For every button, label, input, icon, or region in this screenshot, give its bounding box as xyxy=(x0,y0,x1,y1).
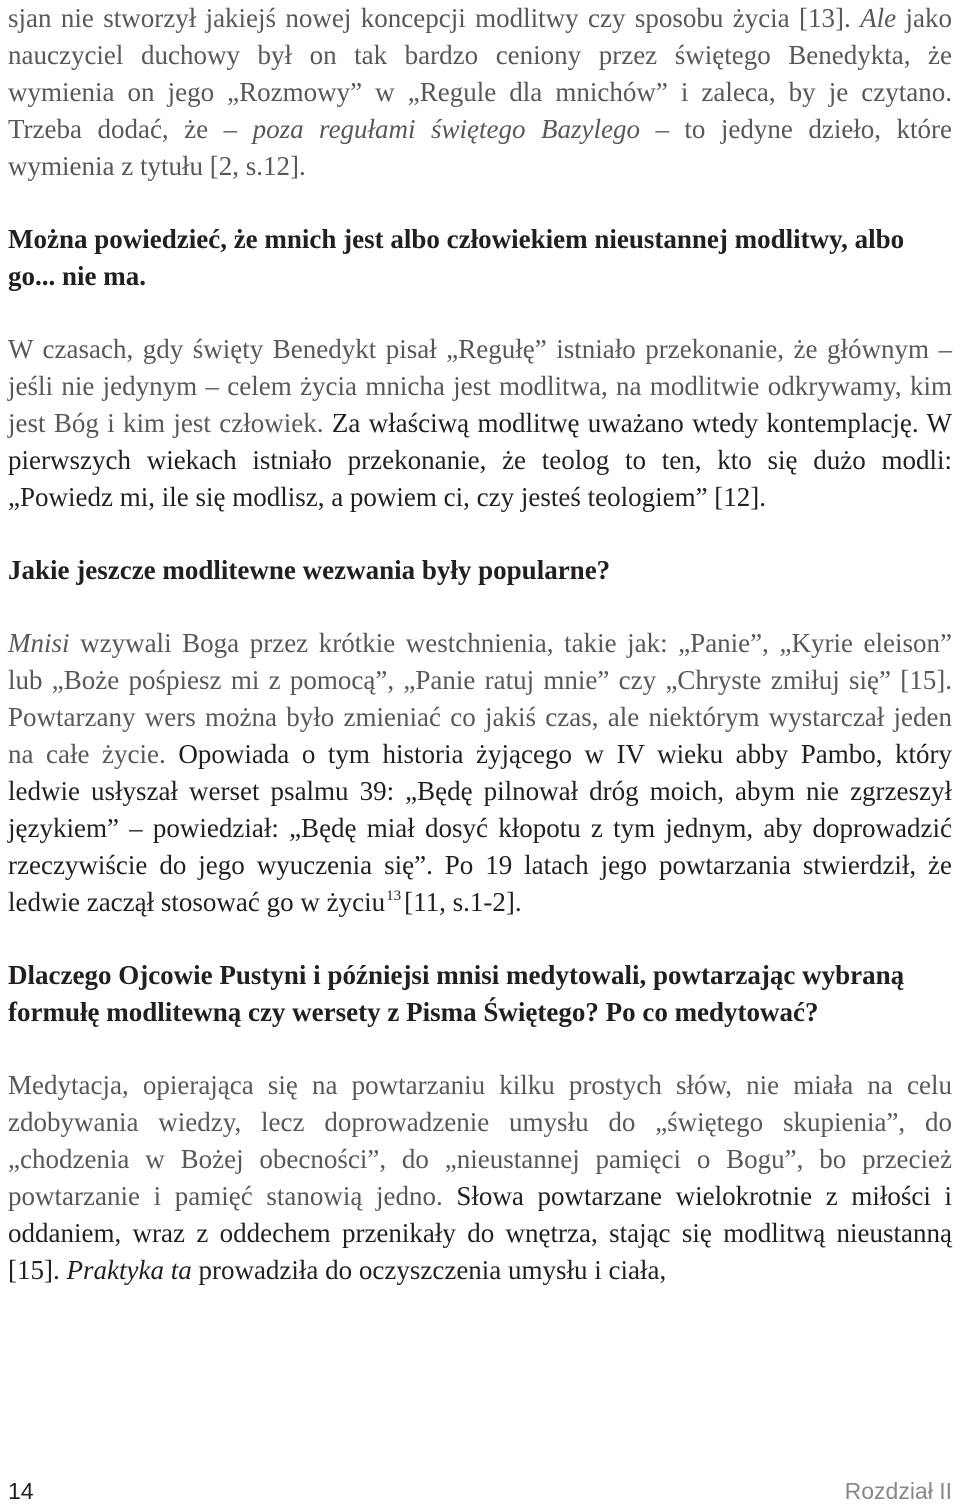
emphasis-praktyka: Praktyka ta xyxy=(66,1255,192,1285)
text-segment: Medytacja, opierająca się na powtarzaniu kilku prostych słów, nie miała na celu zdobywania wiedzy, lecz doprowadzenie umysłu do „świętego skupienia”, do „chodzenia w Bożej obecności”, do „nieustannej pamięci o Bogu”, bo przecież powtarzanie i pamięć stanowią jedno. xyxy=(8,1070,952,1211)
text-segment: Powtarzany wers można było zmieniać co jakiś czas, ale niektórym wystarczał jeden na całe życie. xyxy=(8,702,952,769)
text-segment: sjan nie stworzył jakiejś nowej koncepcji modlitwy czy sposobu życia [13]. xyxy=(8,3,851,33)
page-footer xyxy=(8,1476,952,1506)
footnote-reference: 13 xyxy=(386,888,402,904)
paragraph-cassian-rule xyxy=(8,0,952,185)
text-segment: – to jedyne dzieło, które wymienia z tytułu [2, s.12]. xyxy=(8,114,953,181)
text-segment: wzywali Boga przez krótkie westchnienia, takie jak: „Panie”, „Kyrie eleison” lub „Boże pośpiesz mi z pomocą”, „Panie ratuj mnie” czy „Chryste zmiłuj się” [15]. xyxy=(8,628,952,695)
emphasis-mnisi: Mnisi xyxy=(8,628,70,658)
page-body xyxy=(8,0,952,1289)
paragraph-benedict-prayer xyxy=(8,331,952,516)
text-segment: [11, s.1-2]. xyxy=(404,887,522,917)
paragraph-invocations xyxy=(8,625,952,921)
text-segment: Słowa powtarzane wielokrotnie z miłości i oddaniem, wraz z oddechem przenikały do wnętrza, stając się modlitwą nieustanną [15]. xyxy=(8,1181,952,1285)
page-number: 14 xyxy=(8,1478,34,1504)
text-segment: Za właściwą modlitwę uważano wtedy kontemplację. xyxy=(323,408,919,438)
text-segment: Trzeba dodać, że – xyxy=(8,114,253,144)
emphasis-basil-rules: poza regułami świętego Bazylego xyxy=(252,114,640,144)
paragraph-meditation xyxy=(8,1067,952,1289)
text-segment: W pierwszych wiekach istniało przekonanie, że teolog to ten, kto się dużo modli: „Powiedz mi, ile się modlisz, a powiem ci, czy jesteś teologiem” [12]. xyxy=(8,408,952,512)
text-segment: jako nauczyciel duchowy był on tak bardzo ceniony przez świętego Benedykta, że wymienia on jego „Rozmowy” w „Regule dla mnichów” i zaleca, by je czytano. xyxy=(8,3,952,107)
section-heading-monk-prayer: Można powiedzieć, że mnich jest albo człowiekiem nieustannej modlitwy, albo go... nie ma. xyxy=(8,224,905,291)
text-segment: W czasach, gdy święty Benedykt pisał „Regułę” istniało przekonanie, że głównym – jeśli nie jedynym – celem życia mnicha jest modlitwa, na modlitwie odkrywamy, kim jest Bóg i kim jest człowiek. xyxy=(8,334,952,438)
chapter-label: Rozdział II xyxy=(844,1478,952,1504)
emphasis-ale: Ale xyxy=(860,3,897,33)
text-segment: Opowiada o tym historia żyjącego w IV wieku abby Pambo, który ledwie usłyszał werset psalmu 39: „Będę pilnował dróg moich, abym nie zgrzeszył językiem” – powiedział: „Będę miał dosyć kłopotu z tym jednym, aby doprowadzić rzeczywiście do jego wyuczenia się”. Po 19 latach jego powtarzania stwierdził, że ledwie zaczął stosować go w życiu xyxy=(8,739,953,917)
section-heading-meditation: Dlaczego Ojcowie Pustyni i późniejsi mnisi medytowali, powtarzając wybraną formułę modlitewną czy wersety z Pisma Świętego? Po co medytować? xyxy=(8,960,905,1027)
section-heading-invocations: Jakie jeszcze modlitewne wezwania były popularne? xyxy=(8,555,611,585)
text-segment: prowadziła do oczyszczenia umysłu i ciała, xyxy=(191,1255,667,1285)
